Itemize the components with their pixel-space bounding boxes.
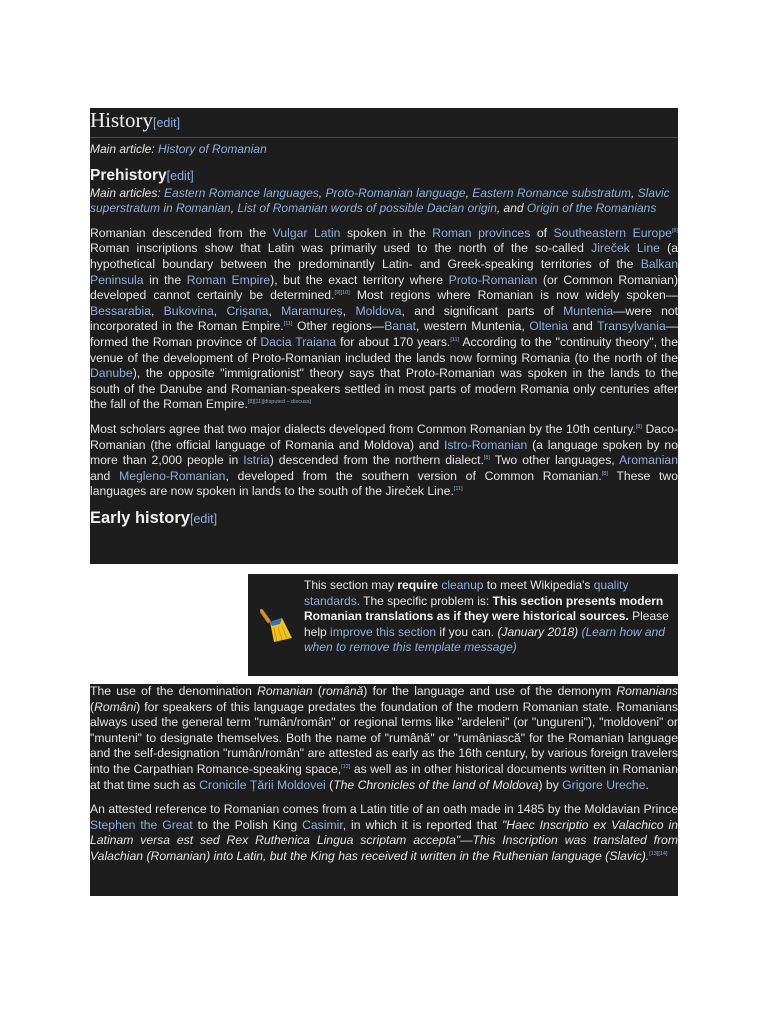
link-aromanian[interactable]: Aromanian <box>619 453 678 468</box>
history-main-article <box>90 142 678 158</box>
early-history-section <box>90 684 678 896</box>
early-history-edit-link[interactable]: [edit] <box>189 511 218 526</box>
link-istro-romanian[interactable]: Istro-Romanian <box>443 437 528 452</box>
citation[interactable]: [11] <box>453 486 463 493</box>
main-articles-link[interactable]: Proto-Romanian language <box>325 185 466 200</box>
link-cleanup[interactable]: cleanup <box>441 578 484 592</box>
link-moldova[interactable]: Moldova <box>355 303 402 318</box>
main-article-prefix: Main article: <box>90 142 155 156</box>
prehistory-main-articles: Main articles: Eastern Romance languages, Proto-Romanian language, Eastern Romance substratum, Slavic superstratum in Romanian, List of Romanian words of possible Dacian origin, and Origin of the Romanians <box>90 185 670 216</box>
citation[interactable]: [8] <box>671 227 678 234</box>
link-oltenia[interactable]: Oltenia <box>529 319 568 334</box>
link-bukovina[interactable]: Bukovina <box>163 303 214 318</box>
cleanup-message-box <box>248 574 678 676</box>
link-jirecek-line[interactable]: Jireček Line <box>591 241 660 256</box>
early-history-paragraph-1: The use of the denomination Romanian (română) for the language and use of the demonym Romanians (Români) for speakers of this language predates the foundation of the modern Romanian state. Romanians always used the general term "rumân/român" or regional terms like "ardeleni" (or "ungureni"), "moldoveni" or "munteni" to designate themselves. Both the name of "rumână" or "rumâniască" for the Romanian language and the self-designation "rumân/român" are attested as early as the 16th century, by various foreign travelers into the Carpathian Romance-speaking space,[12] as well as in other historical documents written in Romanian at that time such as Cronicile Țării Moldovei (The Chronicles of the land of Moldova) by Grigore Ureche. <box>90 684 678 792</box>
link-southeastern-europe[interactable]: Southeastern Europe <box>553 225 672 240</box>
link-improve-section[interactable]: improve this section <box>330 624 437 639</box>
link-megleno-romanian[interactable]: Megleno-Romanian <box>119 468 226 483</box>
broom-icon <box>260 604 294 644</box>
link-remove-template[interactable]: (Learn how and when to remove this template message) <box>304 624 665 654</box>
link-maramures[interactable]: Maramureș <box>281 303 343 318</box>
cleanup-message-text: This section may require cleanup to meet Wikipedia's quality standards. The specific problem is: This section presents modern Romanian translations as if they were historical sources. Please help improve this section if you can. (January 2018) (Learn how and when to remove this template message) <box>304 578 669 654</box>
link-danube[interactable]: Danube <box>90 366 133 381</box>
citation[interactable]: [11] <box>450 336 460 343</box>
link-roman-provinces[interactable]: Roman provinces <box>432 225 531 240</box>
early-history-heading-text: Early history <box>90 508 190 527</box>
prehistory-heading-text: Prehistory <box>90 166 167 184</box>
link-quality-standards[interactable]: quality standards <box>304 578 629 608</box>
link-transylvania[interactable]: Transylvania <box>597 319 666 334</box>
main-articles-link[interactable]: Slavic superstratum in Romanian <box>90 185 670 216</box>
link-proto-romanian[interactable]: Proto-Romanian <box>448 272 538 287</box>
link-bessarabia[interactable]: Bessarabia <box>90 303 151 318</box>
link-roman-empire[interactable]: Roman Empire <box>186 272 271 287</box>
link-banat[interactable]: Banat <box>384 319 417 334</box>
citation[interactable]: [8] <box>483 455 491 462</box>
link-dacia-traiana[interactable]: Dacia Traiana <box>260 334 337 349</box>
citation[interactable]: [8] <box>601 470 608 477</box>
link-balkan-peninsula[interactable]: Balkan Peninsula <box>90 256 678 287</box>
link-grigore-ureche[interactable]: Grigore Ureche <box>562 777 646 792</box>
main-articles-prefix: Main articles: <box>90 185 161 200</box>
link-casimir[interactable]: Casimir <box>302 817 343 832</box>
history-edit-link[interactable]: [edit] <box>153 116 181 130</box>
link-crisana[interactable]: Crișana <box>226 303 269 318</box>
history-section <box>90 108 678 564</box>
citation[interactable]: [9][10] <box>334 290 350 297</box>
main-articles-link[interactable]: Eastern Romance languages <box>164 185 319 200</box>
main-articles-link[interactable]: Origin of the Romanians <box>526 201 657 216</box>
prehistory-paragraph-2: Most scholars agree that two major dialects developed from Common Romanian by the 10th century.[8] Daco-Romanian (the official language of Romania and Moldova) and Istro-Romanian (a language spoken by no more than 2,000 people in Istria) descended from the northern dialect.[8] Two other languages, Aromanian and Megleno-Romanian, developed from the southern version of Common Romanian.[8] These two languages are now spoken in lands to the south of the Jireček Line.[11] <box>90 421 678 499</box>
citation[interactable]: [8] <box>635 423 642 430</box>
main-articles-link[interactable]: Eastern Romance substratum <box>472 185 631 200</box>
prehistory-edit-link[interactable]: [edit] <box>166 168 194 183</box>
main-articles-link[interactable]: List of Romanian words of possible Dacian origin <box>237 201 497 216</box>
citation-disputed[interactable]: [8][11][disputed – discuss] <box>247 399 312 406</box>
citation[interactable]: [13][14] <box>649 850 668 857</box>
link-stephen-the-great[interactable]: Stephen the Great <box>90 817 193 832</box>
citation[interactable]: [12] <box>341 763 351 770</box>
cleanup-date: (January 2018) <box>497 624 579 639</box>
main-article-link[interactable]: History of Romanian <box>158 142 267 156</box>
history-heading <box>90 108 678 138</box>
prehistory-paragraph-1: Romanian descended from the Vulgar Latin spoken in the Roman provinces of Southeastern Europe[8] Roman inscriptions show that Latin was primarily used to the north of the so-called Jireček Line (a hypothetical boundary between the predominantly Latin- and Greek-speaking territories of the Balkan Peninsula in the Roman Empire), but the exact territory where Proto-Romanian (or Common Romanian) developed cannot certainly be determined.[9][10] Most regions where Romanian is now widely spoken—Bessarabia, Bukovina, Crișana, Maramureș, Moldova, and significant parts of Muntenia—were not incorporated in the Roman Empire.[11] Other regions—Banat, western Muntenia, Oltenia and Transylvania—formed the Roman province of Dacia Traiana for about 170 years.[11] According to the "continuity theory", the venue of the development of Proto-Romanian included the lands now forming Romania (to the north of the Danube), the opposite "immigrationist" theory says that Proto-Romanian was spoken in the lands to the south of the Danube and Romanian-speakers settled in most parts of modern Romania only centuries after the fall of the Roman Empire.[8][11][disputed – discuss] <box>90 225 678 412</box>
prehistory-heading <box>90 166 678 186</box>
link-vulgar-latin[interactable]: Vulgar Latin <box>272 225 341 240</box>
early-history-paragraph-2: An attested reference to Romanian comes from a Latin title of an oath made in 1485 by the Moldavian Prince Stephen the Great to the Polish King Casimir, in which it is reported that "Haec Inscriptio ex Valachico in Latinam versa est sed Rex Ruthenica Lingua scriptam accepta"—This Inscription was translated from Valachian (Romanian) into Latin, but the King has received it written in the Ruthenian language (Slavic).[13][14] <box>90 802 678 863</box>
link-muntenia[interactable]: Muntenia <box>563 303 614 318</box>
history-heading-text: History <box>90 108 153 132</box>
link-cronicile[interactable]: Cronicile Țării Moldovei <box>199 777 326 792</box>
link-istria[interactable]: Istria <box>243 453 270 468</box>
early-history-heading <box>90 508 678 529</box>
and-text: and <box>503 201 524 216</box>
citation[interactable]: [11] <box>283 321 293 328</box>
